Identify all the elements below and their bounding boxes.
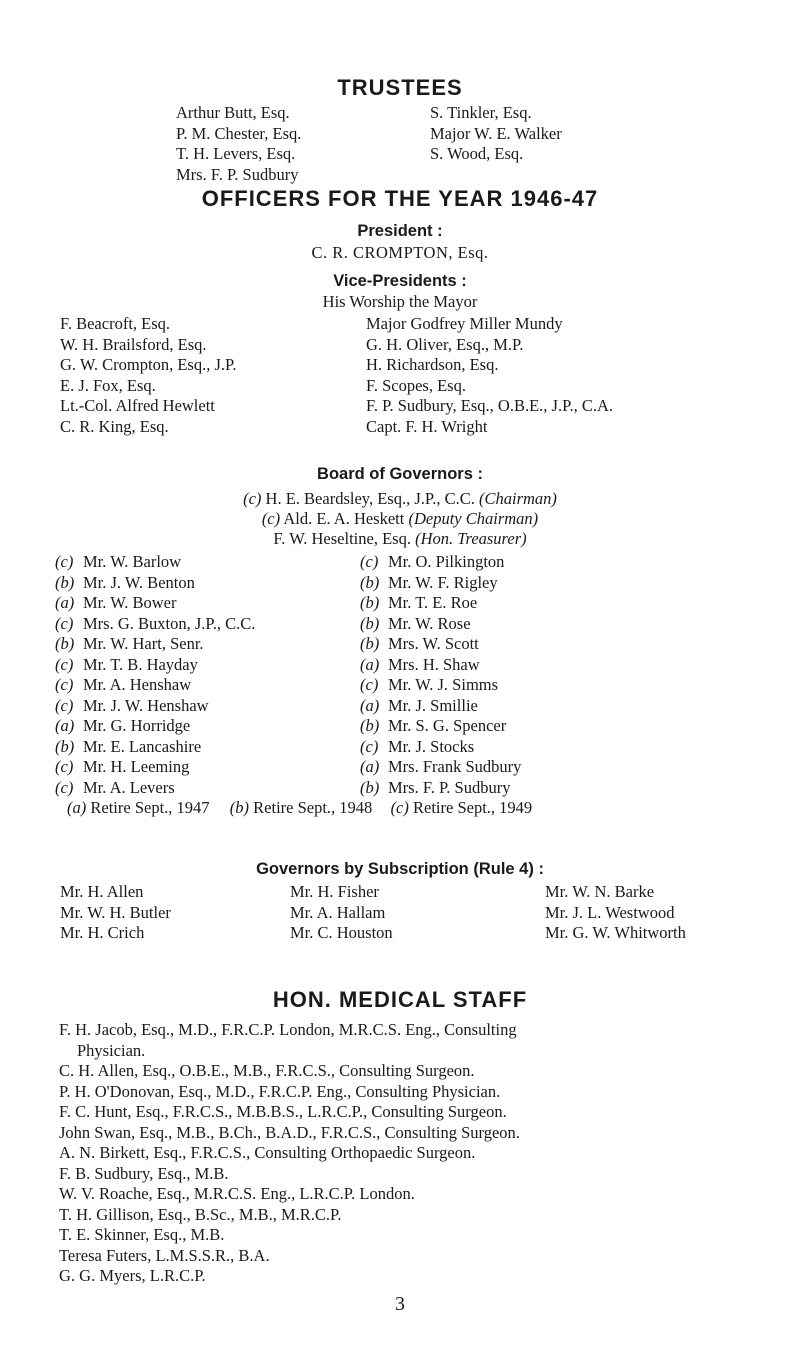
subscription-heading: Governors by Subscription (Rule 4) :	[256, 860, 544, 878]
subscription-name: Mr. W. H. Butler	[60, 902, 171, 922]
board-deputy-chairman	[0, 509, 800, 530]
list-item	[360, 593, 521, 614]
medical-line: John Swan, Esq., M.B., B.Ch., B.A.D., F.R.C.S., Consulting Surgeon.	[59, 1122, 520, 1142]
list-item	[360, 614, 521, 635]
legend-text-b: Retire Sept., 1948	[253, 798, 373, 817]
subscription-name: Mr. H. Fisher	[290, 882, 379, 901]
governor-name: Mr. W. F. Rigley	[388, 572, 498, 592]
retire-mark: (c)	[55, 675, 74, 694]
trustee-name: P. M. Chester, Esq.	[176, 123, 302, 143]
treasurer-role: (Hon. Treasurer)	[415, 529, 527, 548]
board-heading: Board of Governors :	[317, 465, 483, 483]
subscription-name: Mr. J. L. Westwood	[545, 902, 675, 922]
legend-text-a: Retire Sept., 1947	[90, 798, 210, 817]
governor-name: Mr. T. B. Hayday	[83, 654, 198, 674]
medical-line: F. H. Jacob, Esq., M.D., F.R.C.P. London, M.R.C.S. Eng., Consulting	[59, 1020, 517, 1039]
list-item	[55, 778, 255, 799]
list-item	[55, 573, 255, 594]
deputy-chairman-role: (Deputy Chairman)	[408, 509, 539, 528]
retire-mark: (c)	[55, 777, 74, 797]
trustee-name: Mrs. F. P. Sudbury	[176, 164, 299, 184]
vice-president-name: Lt.-Col. Alfred Hewlett	[60, 396, 215, 415]
medical-line: F. B. Sudbury, Esq., M.B.	[59, 1163, 229, 1183]
list-item	[55, 737, 255, 758]
subscription-name: Mr. H. Allen	[60, 882, 144, 901]
retire-mark: (c)	[360, 675, 379, 694]
vice-president-name: F. Beacroft, Esq.	[60, 314, 171, 333]
subscription-name: Mr. W. N. Barke	[545, 882, 655, 901]
list-item	[360, 655, 521, 676]
subscription-col-1	[60, 882, 171, 944]
vice-president-name: F. Scopes, Esq.	[366, 375, 466, 395]
treasurer-name: F. W. Heseltine, Esq.	[273, 529, 411, 548]
governor-name: Mr. E. Lancashire	[83, 736, 202, 756]
medical-line: Teresa Futers, L.M.S.S.R., B.A.	[59, 1245, 270, 1265]
governor-name: Mrs. H. Shaw	[388, 654, 480, 674]
list-item	[55, 552, 255, 573]
trustees-right-list	[430, 103, 562, 165]
governor-name: Mr. W. J. Simms	[388, 675, 499, 694]
vice-president-name: F. P. Sudbury, Esq., O.B.E., J.P., C.A.	[366, 396, 613, 415]
vice-president-mayor: His Worship the Mayor	[322, 292, 478, 311]
governor-name: Mr. W. Bower	[83, 593, 177, 612]
legend-mark-a: (a)	[67, 798, 87, 817]
board-left-list	[55, 552, 255, 798]
officers-title: OFFICERS FOR THE YEAR 1946-47	[201, 186, 599, 211]
governor-name: Mrs. Frank Sudbury	[388, 757, 522, 776]
retire-mark: (b)	[360, 572, 380, 592]
vice-president-name: Major Godfrey Miller Mundy	[366, 314, 563, 333]
governor-name: Mr. J. Smillie	[388, 695, 478, 715]
governor-name: Mr. J. W. Benton	[83, 572, 195, 592]
trustees-title: TRUSTEES	[337, 75, 463, 100]
retire-mark: (b)	[55, 736, 75, 756]
governor-name: Mr. A. Henshaw	[83, 675, 192, 694]
governor-name: Mr. S. G. Spencer	[388, 716, 507, 735]
retire-mark: (a)	[55, 593, 75, 612]
list-item	[55, 675, 255, 696]
medical-line: T. E. Skinner, Esq., M.B.	[59, 1225, 225, 1244]
governor-name: Mr. J. Stocks	[388, 736, 475, 756]
retire-mark: (c)	[261, 509, 281, 528]
list-item	[360, 757, 521, 778]
governor-name: Mr. G. Horridge	[83, 716, 191, 735]
trustee-name: S. Wood, Esq.	[430, 144, 524, 163]
governor-name: Mr. O. Pilkington	[388, 552, 505, 571]
trustee-name: S. Tinkler, Esq.	[430, 103, 532, 122]
vice-presidents-heading: Vice-Presidents :	[333, 272, 467, 290]
governor-name: Mr. H. Leeming	[83, 757, 190, 776]
trustee-name: T. H. Levers, Esq.	[176, 144, 296, 163]
vice-president-name: Capt. F. H. Wright	[366, 416, 488, 436]
retire-mark: (b)	[360, 634, 380, 653]
governor-name: Mrs. G. Buxton, J.P., C.C.	[83, 613, 256, 633]
list-item	[55, 593, 255, 614]
vice-president-name: E. J. Fox, Esq.	[60, 375, 156, 395]
list-item	[55, 716, 255, 737]
trustee-name: Major W. E. Walker	[430, 123, 562, 143]
subscription-name: Mr. A. Hallam	[290, 902, 386, 922]
retire-mark: (c)	[55, 654, 74, 674]
retire-mark: (b)	[360, 613, 380, 633]
list-item	[55, 655, 255, 676]
list-item	[360, 716, 521, 737]
list-item	[360, 737, 521, 758]
retire-mark: (a)	[360, 757, 380, 776]
governor-name: Mr. W. Hart, Senr.	[83, 634, 204, 653]
governor-name: Mr. J. W. Henshaw	[83, 695, 209, 715]
medical-line: F. C. Hunt, Esq., F.R.C.S., M.B.B.S., L.R.C.P., Consulting Surgeon.	[59, 1102, 507, 1121]
trustees-left-list	[176, 103, 301, 185]
governor-name: Mr. W. Barlow	[83, 552, 182, 571]
retire-mark: (c)	[55, 695, 74, 715]
list-item	[360, 573, 521, 594]
legend-text-c: Retire Sept., 1949	[413, 798, 533, 817]
retire-mark: (b)	[55, 634, 75, 653]
medical-title: HON. MEDICAL STAFF	[272, 987, 528, 1012]
president-heading: President :	[357, 222, 443, 240]
retire-mark: (c)	[243, 489, 262, 508]
list-item	[360, 778, 521, 799]
vice-presidents-right-list	[366, 314, 613, 437]
list-item	[360, 634, 521, 655]
list-item	[55, 614, 255, 635]
medical-list	[59, 1020, 520, 1287]
list-item	[360, 675, 521, 696]
president-name: C. R. CROMPTON, Esq.	[311, 243, 489, 262]
retire-mark: (c)	[55, 552, 74, 571]
list-item	[360, 696, 521, 717]
medical-line: T. H. Gillison, Esq., B.Sc., M.B., M.R.C.P.	[59, 1204, 342, 1224]
retire-mark: (c)	[360, 552, 379, 571]
chairman-role: (Chairman)	[478, 489, 557, 508]
retire-mark: (a)	[360, 695, 380, 715]
subscription-name: Mr. H. Crich	[60, 923, 145, 942]
subscription-col-3	[545, 882, 686, 944]
subscription-name: Mr. G. W. Whitworth	[545, 923, 686, 942]
subscription-col-2	[290, 882, 393, 944]
page-number: 3	[395, 1293, 405, 1315]
medical-line: P. H. O'Donovan, Esq., M.D., F.R.C.P. Eng., Consulting Physician.	[59, 1081, 501, 1101]
vice-presidents-left-list	[60, 314, 237, 437]
list-item	[55, 757, 255, 778]
board-chairman	[0, 489, 800, 510]
retire-mark: (a)	[360, 654, 380, 674]
board-treasurer	[0, 529, 800, 550]
retire-mark: (b)	[360, 777, 380, 797]
vice-president-name: G. H. Oliver, Esq., M.P.	[366, 334, 524, 354]
list-item	[55, 634, 255, 655]
governor-name: Mrs. F. P. Sudbury	[388, 777, 511, 797]
retire-mark: (a)	[55, 716, 75, 735]
retire-mark: (b)	[360, 593, 380, 612]
retire-mark: (c)	[360, 736, 379, 756]
medical-line: C. H. Allen, Esq., O.B.E., M.B., F.R.C.S., Consulting Surgeon.	[59, 1061, 475, 1080]
subscription-name: Mr. C. Houston	[290, 923, 393, 942]
retire-mark: (b)	[360, 716, 380, 735]
governor-name: Mr. W. Rose	[388, 613, 471, 633]
retire-mark: (c)	[55, 757, 74, 776]
legend-mark-c: (c)	[390, 798, 409, 817]
list-item	[360, 552, 521, 573]
governor-name: Mrs. W. Scott	[388, 634, 479, 653]
governor-name: Mr. A. Levers	[83, 777, 175, 797]
medical-line: G. G. Myers, L.R.C.P.	[59, 1266, 206, 1285]
vice-president-name: G. W. Crompton, Esq., J.P.	[60, 355, 237, 374]
retire-mark: (b)	[55, 572, 75, 592]
vice-president-name: W. H. Brailsford, Esq.	[60, 334, 207, 354]
retire-mark: (c)	[55, 613, 74, 633]
deputy-chairman-name: Ald. E. A. Heskett	[283, 509, 405, 528]
vice-president-name: C. R. King, Esq.	[60, 416, 169, 436]
retire-legend	[67, 798, 532, 819]
medical-line: Physician.	[77, 1040, 146, 1060]
governor-name: Mr. T. E. Roe	[388, 593, 478, 612]
trustee-name: Arthur Butt, Esq.	[176, 103, 290, 122]
medical-line: A. N. Birkett, Esq., F.R.C.S., Consulting Orthopaedic Surgeon.	[59, 1143, 476, 1162]
chairman-name: H. E. Beardsley, Esq., J.P., C.C.	[265, 489, 475, 508]
vice-president-name: H. Richardson, Esq.	[366, 355, 499, 374]
medical-line: W. V. Roache, Esq., M.R.C.S. Eng., L.R.C.P. London.	[59, 1184, 415, 1203]
list-item	[55, 696, 255, 717]
board-right-list	[360, 552, 521, 798]
legend-mark-b: (b)	[229, 798, 250, 817]
